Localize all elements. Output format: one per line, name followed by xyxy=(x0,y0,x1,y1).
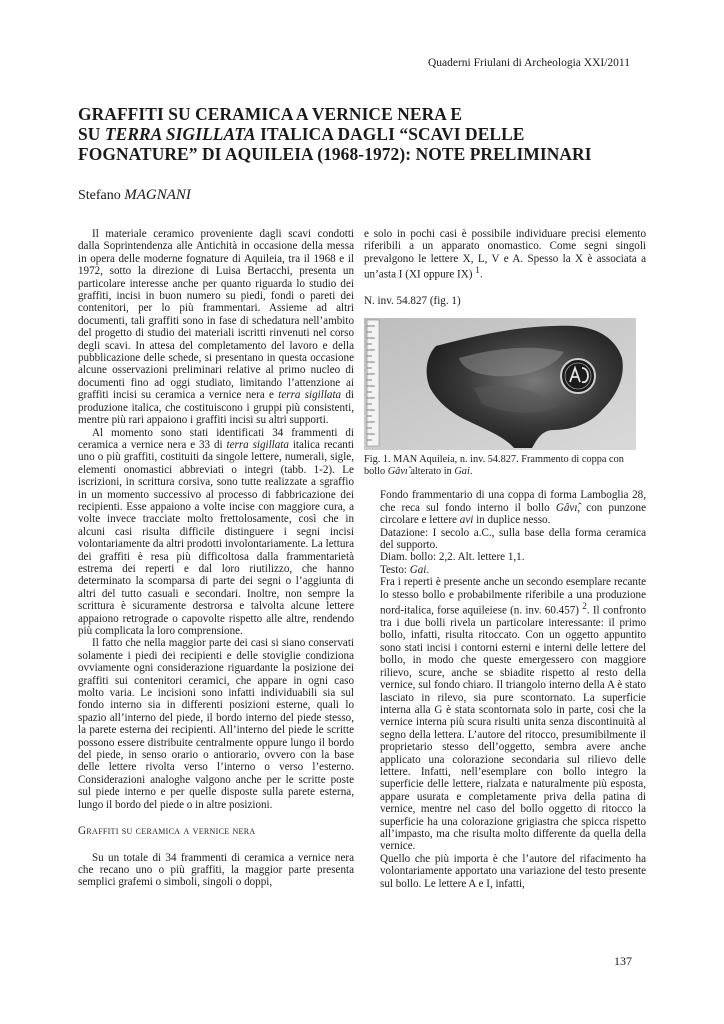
paragraph-fragments xyxy=(78,427,354,638)
author-last-name: MAGNANI xyxy=(124,187,191,203)
ruler xyxy=(367,320,379,446)
entry-dimensions: Diam. bollo: 2,2. Alt. lettere 1,1. xyxy=(380,551,525,564)
title-line-2 xyxy=(78,124,658,144)
stamp-icon xyxy=(561,359,595,393)
inventory-label: N. inv. 54.827 (fig. 1) xyxy=(364,295,461,308)
running-head: Quaderni Friulani di Archeologia XXI/2011 xyxy=(427,57,630,69)
paragraph-position: Il fatto che nella maggior parte dei casi si siano conservati solamente i piedi dei recipienti e delle stoviglie condiziona ovviamente ogni considerazione riguardante la posizione dei graffiti sui contenitori ceramici, che appare in ogni caso molto varia. Le incisioni sono infatti individuabili sia sul fondo interno sia in differenti posizioni esterne, quali lo spazio all’interno del piede, il bordo interno del piede stesso, la parete esterna dei recipienti. All’interno del piede le scritte possono essere distribuite centralmente oppure lungo il bordo del piede, in senso orario o antiorario, ovvero con la base delle lettere rivolta verso l’interno o verso l’esterno. Considerazioni analoghe valgono anche per le scritte poste sul piede interno e per quelle disposte sulla parete esterna, lungo il bordo del piede o in altre posizioni. xyxy=(78,637,354,811)
entry-dating: Datazione: I secolo a.C., sulla base della forma ceramica del supporto. xyxy=(380,526,646,551)
caption-italic-1: Gâvı̂ xyxy=(387,465,408,477)
paragraph-continued-text: e solo in pochi casi è possibile individuare precisi elemento riferibili a un apparato onomastico. Come segni singoli prevalgono le lettere X, L, V e A. Spesso la X è associata a un’asta I (XI oppure IX) xyxy=(364,228,646,281)
article-title xyxy=(78,104,658,164)
caption-text-3: . xyxy=(469,465,473,477)
fragment-photo xyxy=(364,318,636,450)
paragraph-continued xyxy=(364,228,646,281)
footnote-ref-1[interactable]: 1 xyxy=(475,266,480,277)
left-column xyxy=(78,228,354,889)
paragraph-fragments-text-1: Al momento sono stati identificati 34 frammenti di ceramica a vernice nera e 33 di xyxy=(78,426,354,451)
entry-description-text-3: in duplice nesso. xyxy=(473,514,551,527)
caption-text-1: Fig. 1. MAN Aquileia, n. inv. 54.827. Frammento di coppa con bollo xyxy=(364,453,624,477)
paragraph-intro-italic: terra sigillata xyxy=(278,389,342,402)
paragraph-fragments-text-2: italica recanti uno o più graffiti, costituiti da singole lettere, numerali, sigle, elementi onomastici abbreviati o integri (tabb. 1-2). Le iscrizioni, in scrittura corsiva, sono tutte realizzate a sgraffio in un momento successivo al processo di fabbricazione dei recipienti. Esse appaiono a volte incise con maggiore cura, a volte invece tracciate molto frettolosamente, così che in alcuni casi risulta difficile distinguere i segni incisi volontariamente da altri prodotti involontariamente. La lettura dei graffiti è resa più difficoltosa dalla frammentarietà estrema dei reperti e dal loro riutilizzo, che hanno determinato la scomparsa di parte dei segni o l’aggiunta di altri del tutto casuali e secondari. Inoltre, non sempre la scrittura è sicuramente destrorsa e talvolta alcune lettere appaiono retrograde o capovolte rispetto alle altre, rendendo più complicata la loro comprensione. xyxy=(78,438,354,637)
entry-description-text-2: , con punzone circolare e lettere xyxy=(380,501,647,527)
entry-description-italic-2: avi xyxy=(459,514,474,527)
caption-italic-2: Gai xyxy=(454,465,470,477)
caption-text-2: alterato in xyxy=(407,465,455,477)
title-line-1: GRAFFITI SU CERAMICA A VERNICE NERA E xyxy=(78,104,463,124)
figure-caption xyxy=(364,454,646,478)
paragraph-intro xyxy=(78,228,354,427)
title-line-3: FOGNATURE” DI AQUILEIA (1968-1972): NOTE PRELIMINARI xyxy=(78,144,592,164)
entry-comment xyxy=(380,576,646,853)
entry-text-value: Gai xyxy=(409,563,427,576)
entry-text xyxy=(380,564,646,576)
paragraph-continued-end: . xyxy=(479,268,483,281)
author-first-name: Stefano xyxy=(78,188,121,203)
entry-description-text-1: Fondo frammentario di una coppa di forma Lamboglia 28, che reca sul fondo interno il bollo xyxy=(380,489,646,514)
entry-comment-text-2: . Il confronto tra i due bolli rivela un particolare interessante: il primo bollo, infatti, risulta ritoccato. Con un oggetto appuntito sono stati incisi i contorni esterni e interni delle lettere del bollo, in modo che queste emergessero con maggiore rilievo, scure, anche se sbiadite rispetto al resto della vernice, sul fondo chiaro. Il triangolo interno della A è stato lasciato in rilevo, sia pure scontornato. La superficie interna alla G è stata scontornata solo in parte, così che la vernice interna più scura risulti unita senza discontinuità al segno della lettera. L’autore del ritocco, presumibilmente il proprietario stesso dell’oggetto, sembra avere anche applicato una colorazione secondaria sul rilievo delle lettere. Infatti, nell’esemplare con bollo integro la superficie delle lettere, rialzata e naturalmente più esposta, appare usurata e completamente priva della patina di vernice, mentre nel caso del bollo oggetto di ritocco la superficie ha una colorazione grigiastra che spicca rispetto all’impasto, ma che risulta molto differente da quella della vernice. xyxy=(380,604,646,853)
entry-comment-end: Quello che più importa è che l’autore del rifacimento ha volontariamente apportato una variazione del testo presente sul bollo. Le lettere A e I, infatti, xyxy=(380,852,646,890)
section-heading: Graffiti su ceramica a vernice nera xyxy=(78,825,256,838)
entry-description xyxy=(380,489,646,526)
entry-text-end: . xyxy=(426,563,430,576)
page-number: 137 xyxy=(614,954,632,968)
paragraph-intro-text-1: Il materiale ceramico proveniente dagli scavi condotti dalla Soprintendenza alle Antichità in occasione della messa in opera delle moderne fognature di Aquileia, tra il 1968 e il 1972, sotto la direzione di Luisa Bertacchi, presenta un particolare interesse anche per quanto riguarda lo studio dei graffiti, incisi in buon numero su piedi, fondi o pareti dei contenitori, per lo più frammentari. Assieme ad altri documenti, tali graffiti sono in fase di schedatura nell’ambito del progetto di studio dei materiali iscritti rinvenuti nel corso degli scavi. In attesa del completamento del lavoro e della pubblicazione delle schede, si presentano in questa occasione alcune osservazioni preliminari relative al primo nucleo di documenti fino ad oggi studiato, limitando l’attenzione ai graffiti incisi su ceramica a vernice nera e xyxy=(78,228,354,402)
title-line-2-suffix: ITALICA DAGLI “SCAVI DELLE xyxy=(255,124,525,144)
author xyxy=(78,187,191,204)
paragraph-fragments-italic: terra sigillata xyxy=(226,438,289,451)
paragraph-intro-text-2: di produzione italica, che costituiscono i gruppi più consistenti, mentre più rari appaiono i graffiti incisi su altri supporti. xyxy=(78,389,354,427)
catalogue-entry xyxy=(380,489,646,890)
figure-1 xyxy=(364,318,646,478)
entry-description-italic-1: Gâvı̂ xyxy=(555,501,578,514)
footnote-ref-2[interactable]: 2 xyxy=(582,601,587,612)
paragraph-vernice-nera: Su un totale di 34 frammenti di ceramica a vernice nera che recano uno o più graffiti, la maggior parte presenta semplici grafemi o simboli, singoli o doppi, xyxy=(78,851,354,889)
entry-comment-text-1: Fra i reperti è presente anche un secondo esemplare recante lo stesso bollo e probabilmente riferibile a una produzione nord-italica, forse aquileiese (n. inv. 60.457) xyxy=(380,576,646,617)
title-line-2-prefix: SU xyxy=(78,124,105,144)
right-column xyxy=(364,228,646,890)
entry-text-label: Testo: xyxy=(380,563,410,576)
title-line-2-italic: TERRA SIGILLATA xyxy=(104,124,256,144)
